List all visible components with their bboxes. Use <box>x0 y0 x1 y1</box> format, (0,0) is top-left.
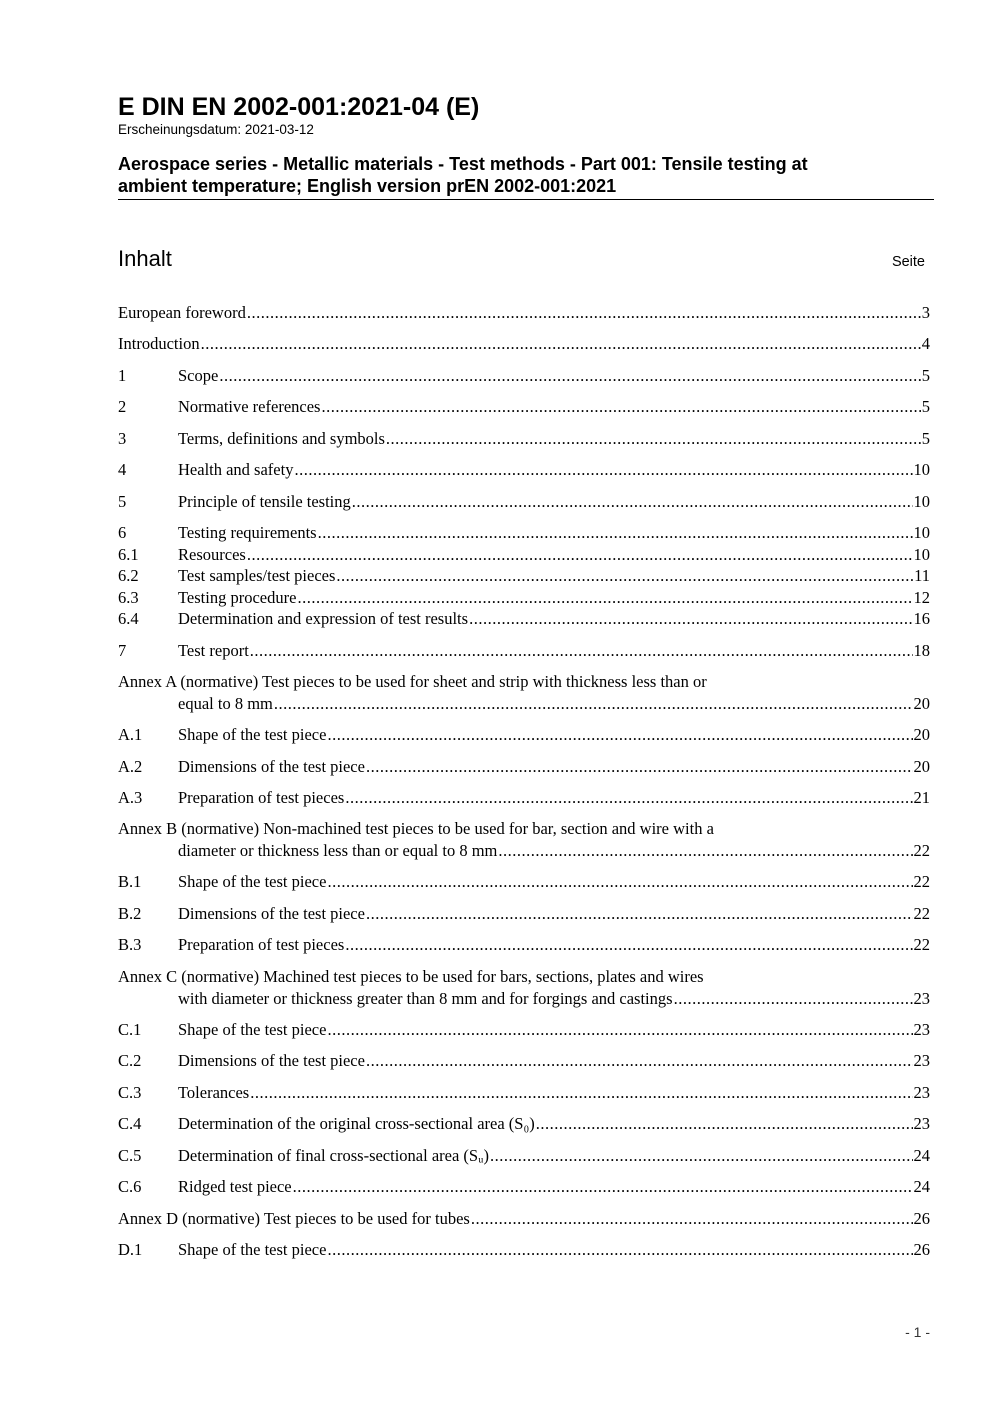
toc-entry-title: Normative references <box>178 397 321 416</box>
toc-entry[interactable] <box>118 428 930 450</box>
toc-entry[interactable] <box>118 1113 930 1135</box>
toc-entry-title: Test samples/test pieces <box>178 566 336 585</box>
toc-page-number: 10 <box>913 492 930 511</box>
toc-entry[interactable] <box>118 787 930 809</box>
toc-page-number: 22 <box>913 904 930 923</box>
toc-entry-line <box>118 724 930 746</box>
toc-entry[interactable] <box>118 1019 930 1041</box>
dot-leader <box>318 522 913 544</box>
toc-page-number: 23 <box>913 1020 930 1039</box>
toc-entry[interactable] <box>118 522 930 544</box>
toc-entry-title: Shape of the test piece <box>178 725 327 744</box>
toc-page-number: 10 <box>913 523 930 542</box>
toc-entry[interactable] <box>118 333 930 355</box>
toc-entry-line <box>118 544 930 566</box>
toc-page-number: 11 <box>914 566 930 585</box>
toc-entry[interactable] <box>118 934 930 956</box>
toc-entry-line <box>118 1176 930 1198</box>
toc-entry-title: Determination of the original cross-sectional area (S₀) <box>178 1114 535 1133</box>
dot-leader <box>297 587 912 609</box>
toc-section-number: 6.2 <box>118 566 139 585</box>
toc-section-number: 7 <box>118 641 127 660</box>
toc-section-number: 5 <box>118 492 127 511</box>
toc-section-number: C.2 <box>118 1051 142 1070</box>
toc-entry-title: Health and safety <box>178 460 294 479</box>
toc-entry-title: Shape of the test piece <box>178 1240 327 1259</box>
toc-entry-title: Determination of final cross-sectional area (Sᵤ) <box>178 1146 489 1165</box>
toc-entry[interactable] <box>118 1176 930 1198</box>
toc-section-number: A.2 <box>118 757 143 776</box>
toc-entry[interactable] <box>118 1145 930 1167</box>
toc-section-number: B.2 <box>118 904 142 923</box>
toc-entry-title: Testing requirements <box>178 523 317 542</box>
toc-entry-line <box>118 302 930 324</box>
toc-entry-title: Dimensions of the test piece <box>178 904 365 923</box>
page-column-label: Seite <box>891 254 925 270</box>
toc-entry-line <box>118 640 930 662</box>
toc-entry[interactable] <box>118 459 930 481</box>
toc-title: Inhalt <box>118 246 172 271</box>
toc-entry[interactable] <box>118 903 930 925</box>
toc-entry-title-continued: diameter or thickness less than or equal to 8 mm <box>178 840 498 860</box>
document-title: E DIN EN 2002-001:2021-04 (E) <box>118 93 480 121</box>
toc-entry-line <box>118 693 930 715</box>
toc-page-number: 22 <box>913 872 930 891</box>
toc-entry-title: Annex A (normative) Test pieces to be used for sheet and strip with thickness less than or <box>118 672 707 691</box>
toc-section-number: B.1 <box>118 872 142 891</box>
toc-section-number: 6.3 <box>118 588 139 607</box>
toc-entry-title: Annex B (normative) Non-machined test pieces to be used for bar, section and wire with a <box>118 819 714 838</box>
toc-entry-line <box>118 787 930 809</box>
toc-entry-line <box>118 365 930 387</box>
toc-entry-line <box>118 988 930 1010</box>
dot-leader <box>327 871 912 893</box>
toc-entry-title: Shape of the test piece <box>178 872 327 891</box>
toc-page-number: 18 <box>913 641 930 660</box>
toc-entry[interactable] <box>118 1239 930 1261</box>
toc-entry[interactable] <box>118 756 930 778</box>
toc-entry-line <box>118 1082 930 1104</box>
toc-section-number: C.1 <box>118 1020 142 1039</box>
dot-leader <box>250 1082 912 1104</box>
toc-entry-title: Annex D (normative) Test pieces to be used for tubes <box>118 1209 470 1228</box>
dot-leader <box>294 459 912 481</box>
toc-entry[interactable] <box>118 1208 930 1230</box>
dot-leader <box>674 988 913 1010</box>
toc-entry[interactable] <box>118 302 930 324</box>
toc-section-number: D.1 <box>118 1240 143 1259</box>
toc-entry-line <box>118 522 930 544</box>
toc-page-number: 4 <box>921 334 930 353</box>
toc-page-number: 23 <box>913 988 930 1008</box>
dot-leader <box>247 302 921 324</box>
dot-leader <box>247 544 913 566</box>
toc-entry-title: Test report <box>178 641 249 660</box>
dot-leader <box>345 934 912 956</box>
toc-section-number: 2 <box>118 397 127 416</box>
toc-entry-line <box>118 1113 930 1135</box>
subtitle-line-1: Aerospace series - Metallic materials - Test methods - Part 001: Tensile testing at <box>118 154 808 174</box>
toc-entry[interactable] <box>118 544 930 566</box>
toc-section-number: C.5 <box>118 1146 142 1165</box>
toc-page-number: 3 <box>921 303 930 322</box>
dot-leader <box>201 333 921 355</box>
toc-entry[interactable] <box>118 587 930 609</box>
toc-page-number: 20 <box>913 693 930 713</box>
toc-entry[interactable] <box>118 724 930 746</box>
toc-entry-line <box>118 428 930 450</box>
toc-entry-line <box>118 333 930 355</box>
toc-entry-line <box>118 1050 930 1072</box>
toc-page-number: 21 <box>913 788 930 807</box>
toc-entry-line <box>118 934 930 956</box>
dot-leader <box>327 1239 912 1261</box>
dot-leader <box>293 1176 913 1198</box>
toc-entry-title: Preparation of test pieces <box>178 788 345 807</box>
toc-entry-line <box>118 1019 930 1041</box>
toc-page-number: 23 <box>913 1114 930 1133</box>
toc-entry[interactable] <box>118 1082 930 1104</box>
dot-leader <box>345 787 912 809</box>
toc-page-number: 26 <box>913 1240 930 1259</box>
toc-entry-title: Determination and expression of test results <box>178 609 469 628</box>
toc-entry-line <box>118 1239 930 1261</box>
toc-entry-line <box>118 587 930 609</box>
dot-leader <box>327 724 912 746</box>
toc-entry[interactable] <box>118 818 930 861</box>
dot-leader <box>366 1050 913 1072</box>
dot-leader <box>352 491 913 513</box>
toc-page-number: 10 <box>913 545 930 564</box>
toc-entry-line <box>118 608 930 630</box>
toc-page-number: 26 <box>913 1209 930 1228</box>
dot-leader <box>386 428 921 450</box>
toc-entry-line <box>118 756 930 778</box>
toc-entry[interactable] <box>118 640 930 662</box>
toc-entry[interactable] <box>118 1050 930 1072</box>
toc-section-number: 1 <box>118 366 127 385</box>
dot-leader <box>366 756 913 778</box>
toc-entry-title: Dimensions of the test piece <box>178 757 365 776</box>
dot-leader <box>274 693 913 715</box>
toc-entry-title-continued: equal to 8 mm <box>178 693 273 713</box>
toc-entry-title: Principle of tensile testing <box>178 492 351 511</box>
toc-page-number: 23 <box>913 1051 930 1070</box>
toc-entry-line <box>118 396 930 418</box>
dot-leader <box>469 608 912 630</box>
toc-section-number: C.3 <box>118 1083 142 1102</box>
toc-entry-line <box>118 871 930 893</box>
toc-section-number: 6 <box>118 523 127 542</box>
toc-entry-title: European foreword <box>118 303 246 322</box>
toc-entry[interactable] <box>118 671 930 714</box>
toc-entry-line <box>118 1145 930 1167</box>
toc-section-number: B.3 <box>118 935 142 954</box>
toc-entry[interactable] <box>118 565 930 587</box>
toc-entry-line <box>118 459 930 481</box>
toc-page-number: 5 <box>921 366 930 385</box>
document-subtitle <box>118 153 934 200</box>
toc-entry-line <box>118 903 930 925</box>
page-number: - 1 - <box>905 1324 930 1340</box>
dot-leader <box>471 1208 913 1230</box>
document-header <box>118 92 934 200</box>
dot-leader <box>490 1145 913 1167</box>
toc-entry-title: Resources <box>178 545 246 564</box>
toc-entry-line <box>118 491 930 513</box>
toc-entry-title: Testing procedure <box>178 588 297 607</box>
toc-page-number: 16 <box>913 609 930 628</box>
toc-section-number: C.4 <box>118 1114 142 1133</box>
toc-entry[interactable] <box>118 871 930 893</box>
toc-entry[interactable] <box>118 396 930 418</box>
dot-leader <box>366 903 913 925</box>
toc-entry[interactable] <box>118 966 930 1009</box>
dot-leader <box>250 640 913 662</box>
toc-section-number: A.3 <box>118 788 143 807</box>
toc-entry[interactable] <box>118 608 930 630</box>
toc-page-number: 24 <box>913 1177 930 1196</box>
publication-date: Erscheinungsdatum: 2021-03-12 <box>118 122 314 137</box>
toc-entry[interactable] <box>118 491 930 513</box>
toc-page-number: 20 <box>913 725 930 744</box>
toc-entry-title-continued: with diameter or thickness greater than 8 mm and for forgings and castings <box>178 988 673 1008</box>
subtitle-line-2: ambient temperature; English version prEN 2002-001:2021 <box>118 176 617 196</box>
toc-entry-line <box>118 565 930 587</box>
toc-entry-line <box>118 840 930 862</box>
toc-entry-title: Shape of the test piece <box>178 1020 327 1039</box>
toc-page-number: 12 <box>913 588 930 607</box>
toc-page-number: 5 <box>921 397 930 416</box>
dot-leader <box>327 1019 912 1041</box>
dot-leader <box>321 396 920 418</box>
toc-page-number: 20 <box>913 757 930 776</box>
toc-section-number: C.6 <box>118 1177 142 1196</box>
toc-entry-line <box>118 1208 930 1230</box>
dot-leader <box>219 365 920 387</box>
toc-page-number: 10 <box>913 460 930 479</box>
toc-page-number: 5 <box>921 429 930 448</box>
toc-section-number: 6.1 <box>118 545 139 564</box>
toc-section-number: 4 <box>118 460 127 479</box>
dot-leader <box>536 1113 913 1135</box>
toc-page-number: 22 <box>913 840 930 860</box>
toc-page-number: 24 <box>913 1146 930 1165</box>
toc-entry-title: Terms, definitions and symbols <box>178 429 385 448</box>
toc-entry-title: Scope <box>178 366 219 385</box>
dot-leader <box>336 565 913 587</box>
toc-entry-title: Ridged test piece <box>178 1177 292 1196</box>
toc-entry-title: Tolerances <box>178 1083 250 1102</box>
toc-entry[interactable] <box>118 365 930 387</box>
toc-page-number: 23 <box>913 1083 930 1102</box>
toc-entry-title: Annex C (normative) Machined test pieces to be used for bars, sections, plates and wires <box>118 967 704 986</box>
toc-section-number: 3 <box>118 429 127 448</box>
toc-entry-title: Dimensions of the test piece <box>178 1051 365 1070</box>
toc-page-number: 22 <box>913 935 930 954</box>
toc-entry-title: Preparation of test pieces <box>178 935 345 954</box>
toc-heading-row <box>118 246 925 272</box>
dot-leader <box>498 840 912 862</box>
toc-entry-title: Introduction <box>118 334 200 353</box>
toc-section-number: A.1 <box>118 725 143 744</box>
toc-section-number: 6.4 <box>118 609 139 628</box>
